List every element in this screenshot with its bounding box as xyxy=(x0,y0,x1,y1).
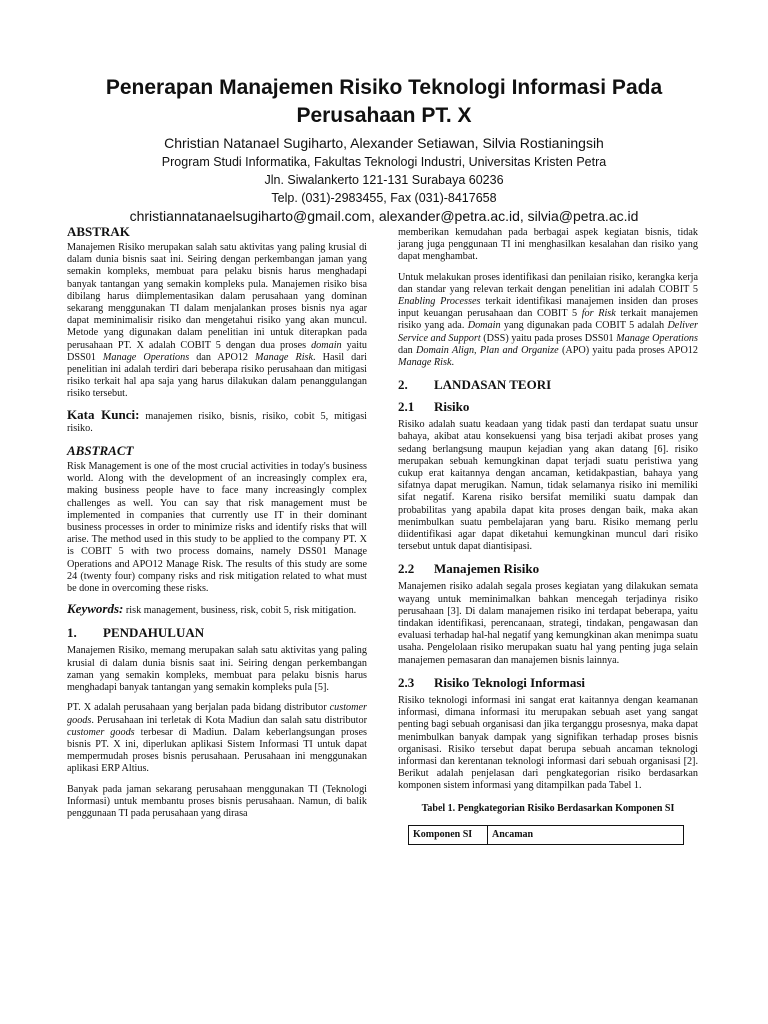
author-emails: christiannatanaelsugiharto@gmail.com, alexander@petra.ac.id, silvia@petra.ac.id xyxy=(129,208,639,224)
table-header-row xyxy=(409,825,684,844)
abstract-text: Risk Management is one of the most crucial activities in today's business world. Along with the development of an increasingly complex era, making business people have to face many increasingly complex challenges as well. You can say that risk management must be implemented in companies that currently use IT in their dominant business processes in order to minimize risks and identify risks that will arise. The method used in this study to be applied to the company PT. X is COBIT 5 with two process domains, namely DSS01 Manage Operations and APO12 Manage Risk. The results of this study are some 24 (twenty four) company risks and risk mitigation related to what must be done in overcoming these risks. xyxy=(67,461,367,595)
phone-fax: Telp. (031)-2983455, Fax (031)-8417658 xyxy=(271,191,497,205)
para-text-part: Untuk melakukan proses identifikasi dan penilaian risiko, kerangka kerja dan standar yang relevan terkait dengan penelitian ini adalah COBIT 5 xyxy=(398,271,698,295)
section-2-heading xyxy=(398,377,698,393)
table-1 xyxy=(408,825,684,845)
section-title: PENDAHULUAN xyxy=(103,625,205,641)
para-text-part: terbesar di Madiun. Dalam keberlangsungan proses bisnis PT. X ini, diperlukan aplikasi Sistem Informasi TI untuk dapat mempermudah proses bisnis perusahaan. Perusahaan ini menggunakan aplikasi ERP Altius. xyxy=(67,726,368,775)
abstrak-text-part: dan APO12 xyxy=(189,351,256,363)
left-column xyxy=(67,224,367,828)
paper-title xyxy=(40,74,728,130)
abstrak-text-part: yaitu DSS01 xyxy=(67,339,367,363)
table-header-komponen: Komponen SI xyxy=(409,825,488,844)
affiliation: Program Studi Informatika, Fakultas Teknologi Industri, Universitas Kristen Petra xyxy=(161,155,607,169)
subsection-title: Manajemen Risiko xyxy=(434,561,540,577)
para-em: Manage Risk xyxy=(398,357,452,369)
table-1-caption: Tabel 1. Pengkategorian Risiko Berdasarkan Komponen SI xyxy=(421,802,675,814)
para-text-part: . Perusahaan ini terletak di Kota Madiun dan salah satu distributor xyxy=(91,714,367,726)
title-line-2: Perusahaan PT. X xyxy=(296,104,472,127)
subsection-number: 2.3 xyxy=(398,674,415,690)
para-em: Domain xyxy=(467,320,501,332)
abstrak-em: Manage Risk xyxy=(255,351,314,363)
address: Jln. Siwalankerto 121-131 Surabaya 60236 xyxy=(264,173,504,187)
section-number: 1. xyxy=(67,625,77,641)
abstrak-text-part: Manajemen Risiko merupakan salah satu aktivitas yang paling krusial di dalam dunia bisnis saat ini. Seiring dengan perkembangan jaman yang semakin kompleks, membuat para pelaku bisnis harus menghadapi banyak tantangan yang semakin kompleks pula. Manajemen risiko bisa dibilang harus diimplementasikan dalam perusahaan yang dominan sekarang menggunakan TI dalam menjalankan proses bisnis nya agar dapat meminimalisir risiko dan mengetahui risiko yang akan muncul. Metode yang digunakan dalam penelitian ini untuk diterapkan pada perusahaan PT. X adalah COBIT 5 dengan dua proses xyxy=(67,242,367,351)
para-text-part: PT. X adalah perusahaan yang berjalan pada bidang distributor xyxy=(67,702,330,714)
subsection-2-2-heading xyxy=(398,561,698,577)
section-1-heading xyxy=(67,625,367,641)
para-text-part: yang digunakan pada COBIT 5 adalah xyxy=(500,320,668,332)
kata-kunci xyxy=(67,406,367,435)
abstrak-text-part: . Hasil dari penelitian ini adalah terdiri dari beberapa risiko perusahaan dan mitigasi risiko terkait hal apa saja yang harus dilakukan dalam penanggulangan risiko tersebut. xyxy=(67,351,367,400)
para-em: Domain Align, Plan and Organize xyxy=(416,344,559,356)
section-1-para-3: Banyak pada jaman sekarang perusahaan menggunakan TI (Teknologi Informasi) untuk membantu proses bisnis perusahaan. Namun, di balik penggunaan TI pada perusahaan yang dirasa xyxy=(67,783,367,819)
subsection-number: 2.1 xyxy=(398,399,415,415)
para-em: Deliver Service and Support xyxy=(398,320,698,344)
right-para-2 xyxy=(398,272,698,370)
kata-kunci-label: Kata Kunci: xyxy=(67,406,140,422)
para-text-part: terkait manajemen risiko yang ada. xyxy=(398,308,698,332)
section-1-para-2 xyxy=(67,702,367,775)
abstrak-em: domain xyxy=(311,339,342,351)
right-column xyxy=(398,227,698,845)
author-block xyxy=(40,133,728,226)
para-em: for Risk xyxy=(581,308,616,320)
abstrak-text xyxy=(67,242,367,401)
subsection-2-1-heading xyxy=(398,399,698,415)
para-text-part: (DSS) yaitu pada proses DSS01 xyxy=(480,332,617,344)
para-text-part: terkait identifikasi manajemen insiden dan proses input keuangan perusahaan dan COBIT 5 xyxy=(398,296,699,320)
subsection-2-1-text: Risiko adalah suatu keadaan yang tidak pasti dan terdapat suatu unsur bahaya, akibat atau konsekuensi yang bisa terjadi akibat proses yang sedang berlangsung maupun kejadian yang akan datang [6]. risiko merupakan sebuah kemungkinan dapat terjadi suatu peristiwa yang cukup erat kaitannya dengan ancaman, ketidakpastian, bahaya yang sifatnya dapat merugikan. Namun, tidak selamanya risiko ini memiliki sifat negatif. Karena risiko bersifat memiliki suatu dampak dan probabilitas yang apabila dapat kita proses dengan baik, maka akan menimbulkan suatu pembelajaran yang baru. Risiko memang perlu diidentifikasi agar dapat diketahui kemungkinan muncul dari risiko tersebut untuk dapat diantisipasi. xyxy=(398,419,698,553)
section-number: 2. xyxy=(398,377,408,393)
para-text-part: (APO) yaitu pada proses APO12 xyxy=(558,344,698,356)
title-line-1: Penerapan Manajemen Risiko Teknologi Informasi Pada xyxy=(105,76,663,99)
abstrak-heading: ABSTRAK xyxy=(67,224,130,239)
subsection-2-3-heading xyxy=(398,675,698,691)
para-em: customer goods xyxy=(67,726,135,738)
keywords xyxy=(67,603,367,617)
keywords-text: risk management, business, risk, cobit 5, risk mitigation. xyxy=(123,605,357,617)
section-1-para-1: Manajemen Risiko, memang merupakan salah satu aktivitas yang paling krusial di dalam dunia bisnis saat ini. Seiring dengan perkembangan zaman yang semakin kompleks, membuat para pelaku bisnis harus menghadapi banyak tantangan yang semakin kompleks pula [5]. xyxy=(67,645,367,694)
kata-kunci-text: manajemen risiko, bisnis, risiko, cobit 5, mitigasi risiko. xyxy=(67,410,367,434)
para-text-part: . xyxy=(451,357,455,369)
para-em: Enabling Processes xyxy=(398,296,481,308)
right-para-1: memberikan kemudahan pada berbagai aspek kegiatan bisnis, tidak jarang juga penggunaan TI ini menghasilkan kesalahan dan risiko yang dapat menghambat. xyxy=(398,227,698,263)
para-text-part: dan xyxy=(398,344,417,356)
subsection-2-3-text: Risiko teknologi informasi ini sangat erat kaitannya dengan keamanan informasi, dimana informasi itu merupakan sebuah aset yang sangat penting bagi sebuah organisasi dan jika terganggu prosesnya, maka dapat menimbulkan banyak dampak yang signifikan terhadap proses bisnis organisasi. Risiko tersebut dapat berupa sebuah ancaman teknologi informasi dan kerentanan teknologi informasi dari sebuah organisasi [2]. Berikut adalah penjelasan dari pengkategorian risiko berdasarkan komponen sistem informasi yang ditampilkan pada Tabel 1. xyxy=(398,694,698,792)
author-names: Christian Natanael Sugiharto, Alexander Setiawan, Silvia Rostianingsih xyxy=(164,135,604,151)
keywords-label: Keywords: xyxy=(67,601,124,617)
abstrak-em: Manage Operations xyxy=(102,351,190,363)
table-header-ancaman: Ancaman xyxy=(488,825,684,844)
section-title: LANDASAN TEORI xyxy=(434,377,552,393)
subsection-title: Risiko Teknologi Informasi xyxy=(434,674,585,690)
abstract-heading: ABSTRACT xyxy=(67,443,134,459)
subsection-2-2-text: Manajemen risiko adalah segala proses kegiatan yang dilakukan semata wayang untuk meminimalkan bahkan mencegah terjadinya risiko perusahaan [3]. Di dalam manajemen risiko ini terdapat beberapa, yaitu tindakan identifikasi, perencanaan, strategi, tindakan, pengawasan dan evaluasi terhadap hal-hal negatif yang kemungkinan akan menimpa suatu usaha. Pengelolaan risiko merupakan suatu hal yang penting juga selain manajemen pemasaran dan manajemen bisnis lainnya. xyxy=(398,581,698,666)
subsection-title: Risiko xyxy=(434,399,470,415)
para-em: customer goods xyxy=(67,702,367,726)
subsection-number: 2.2 xyxy=(398,561,415,577)
para-em: Manage Operations xyxy=(616,332,698,344)
